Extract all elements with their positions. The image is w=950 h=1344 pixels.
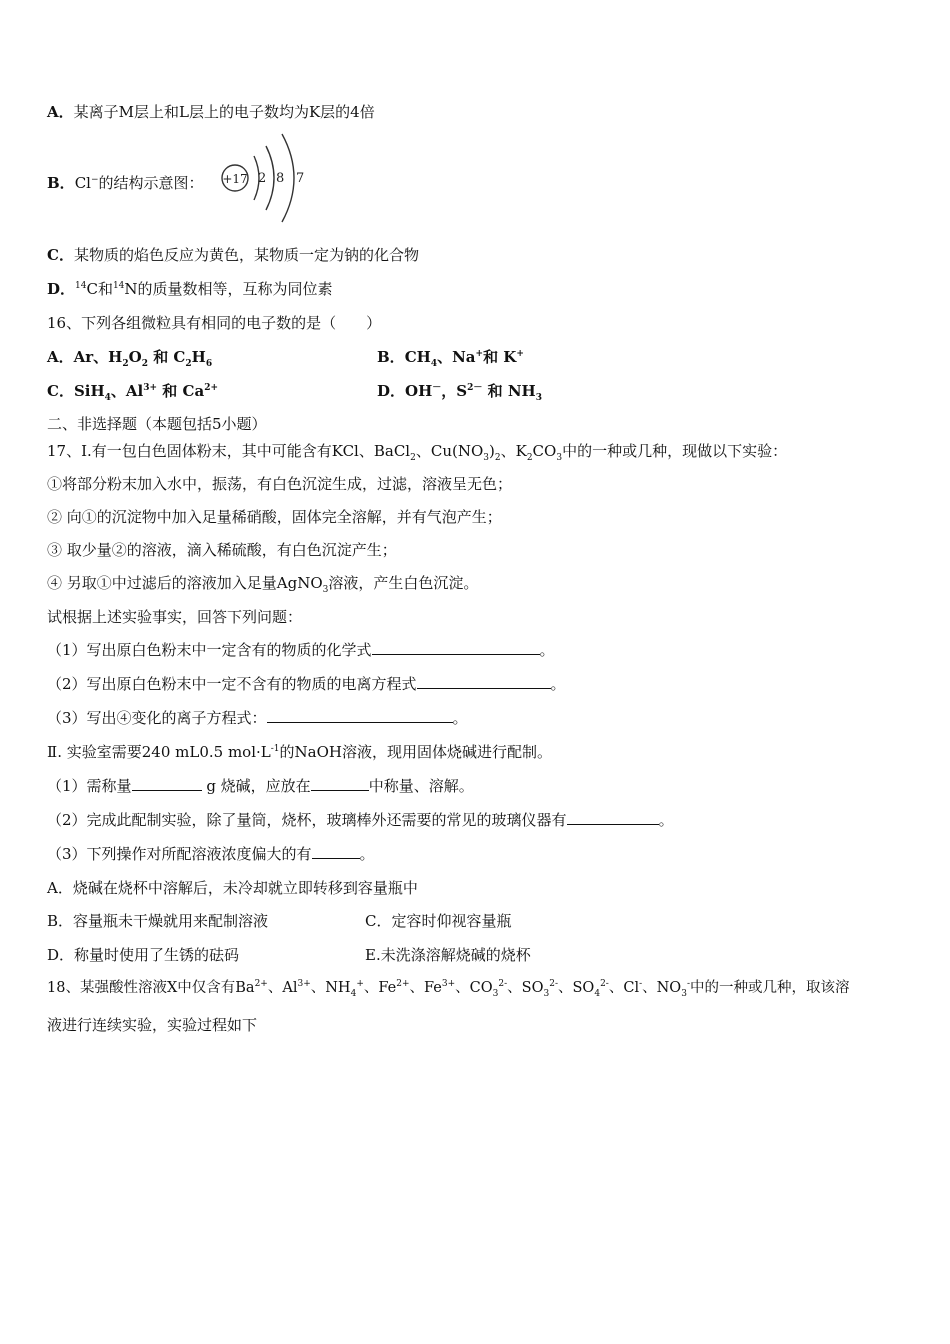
q17-step-3: ③ 取少量②的溶液，滴入稀硫酸，有白色沉淀产生； <box>47 541 397 559</box>
answer-blank[interactable] <box>132 776 202 791</box>
q17-step-2: ② 向①的沉淀物中加入足量稀硝酸，固体完全溶解，并有气泡产生； <box>47 508 502 526</box>
answer-blank[interactable] <box>372 640 540 655</box>
q15-option-b: B．Cl−的结构示意图： <box>47 174 204 192</box>
atom-structure-diagram <box>218 132 313 224</box>
q17-choice-e: E.未洗涤溶解烧碱的烧杯 <box>365 946 531 964</box>
shell-1-count: 2 <box>258 171 267 186</box>
q17-part-3: （3）写出④变化的离子方程式： 。 <box>47 709 468 727</box>
q17-choice-c: C．定容时仰视容量瓶 <box>365 912 512 930</box>
answer-blank[interactable] <box>267 708 453 723</box>
q17-choice-a: A．烧碱在烧杯中溶解后，未冷却就立即转移到容量瓶中 <box>47 879 418 897</box>
answer-blank[interactable] <box>312 844 360 859</box>
shell-2-count: 8 <box>276 171 285 186</box>
q18-stem: 18、某强酸性溶液X中仅含有$Ba^{2+}$、$Al^{3+}$、$NH_4^+$、$Fe^{2+}$、$Fe^{3+}$、$CO_3^{2-}$、$SO_3^{2-}$、$SO_4^{2-}$、Cl-、$NO_3^-$中的一种或几种，取该溶 <box>47 979 850 999</box>
q17-stem: 17、Ⅰ.有一包白色固体粉末，其中可能含有KCl、BaCl$_2$、$Cu(NO_3)_2$、$K_2CO_3$中的一种或几种，现做以下实验： <box>47 442 788 463</box>
q17-part-2: （2）写出原白色粉末中一定不含有的物质的电离方程式 。 <box>47 675 566 693</box>
q15-option-a: A．某离子M层上和L层上的电子数均为K层的4倍 <box>47 103 375 121</box>
section-heading: 二、非选择题（本题包括5小题） <box>47 415 267 433</box>
q16-option-b: B．$CH_4$、Na+和 K+ <box>377 348 524 369</box>
answer-blank[interactable] <box>417 674 551 689</box>
answer-blank[interactable] <box>311 776 369 791</box>
q17-part-1: （1）写出原白色粉末中一定含有的物质的化学式 。 <box>47 641 555 659</box>
q16-option-d: D．OH－，$S^{2-}$ 和 $NH_3$ <box>377 382 542 403</box>
q17-choice-d: D．称量时使用了生锈的砝码 <box>47 946 240 964</box>
q18-stem-line2: 液进行连续实验，实验过程如下 <box>47 1016 258 1034</box>
q17-instruction: 试根据上述实验事实，回答下列问题： <box>47 608 303 626</box>
answer-blank[interactable] <box>567 810 659 825</box>
q17-ii-3: （3）下列操作对所配溶液浓度偏大的有 。 <box>47 845 375 863</box>
q16-stem: 16、下列各组微粒具有相同的电子数的是（ ） <box>47 314 382 332</box>
q17-choice-b: B．容量瓶未干燥就用来配制溶液 <box>47 912 269 930</box>
atom-nucleus-charge: +17 <box>222 172 248 186</box>
q17-ii-2: （2）完成此配制实验，除了量筒，烧杯，玻璃棒外还需要的常见的玻璃仪器有 。 <box>47 811 674 829</box>
q15-option-d: D．$^{14}$C和$^{14}$N的质量数相等，互称为同位素 <box>47 280 333 298</box>
q16-option-c: C．SiH$_4$、$Al^{3+}$ 和 $Ca^{2+}$ <box>47 382 218 403</box>
q17-step-4: ④ 另取①中过滤后的溶液加入足量AgNO$_3$溶液，产生白色沉淀。 <box>47 574 479 595</box>
q16-option-a: A．Ar、$H_2O_2$ 和 $C_2H_6$ <box>47 348 213 369</box>
q17-ii-1: （1）需称量 g 烧碱，应放在 中称量、溶解。 <box>47 777 474 795</box>
q17-step-1: ①将部分粉末加入水中，振荡，有白色沉淀生成，过滤，溶液呈无色； <box>47 475 513 493</box>
shell-3-count: 7 <box>296 171 305 186</box>
q17-part-ii: Ⅱ. 实验室需要240 mL0.5 $mol\cdot L^{-1}$的NaOH溶液，现用固体烧碱进行配制。 <box>47 743 552 761</box>
q15-option-c: C．某物质的焰色反应为黄色，某物质一定为钠的化合物 <box>47 246 419 264</box>
